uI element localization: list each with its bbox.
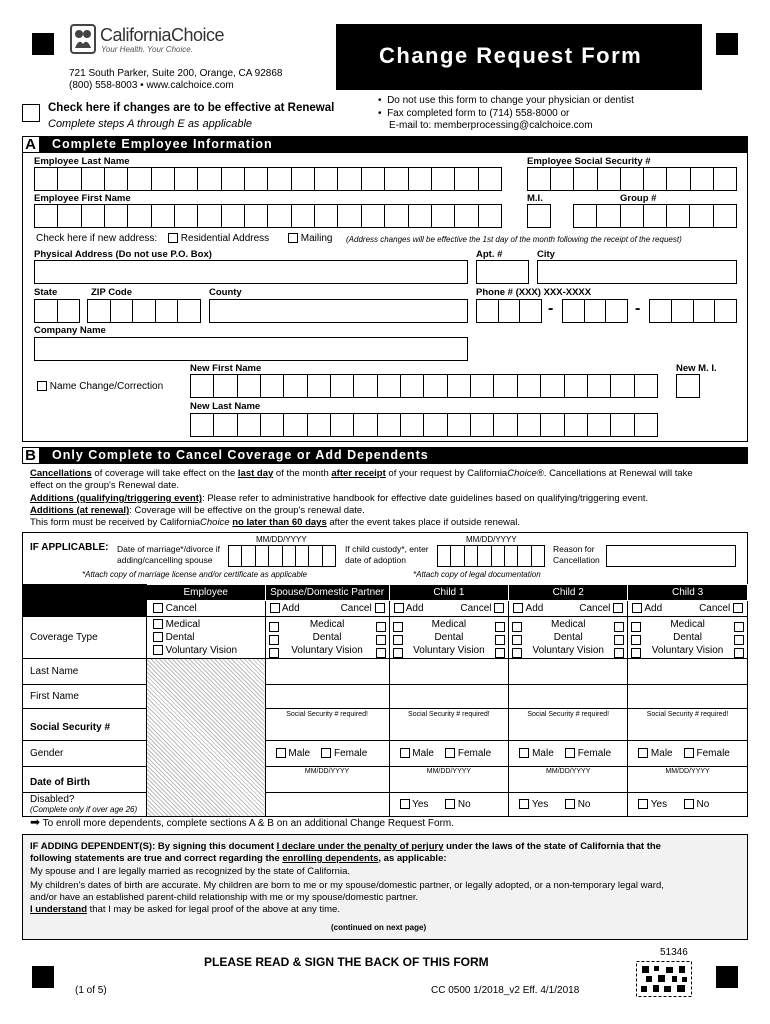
- employee-ssn-label: Employee Social Security #: [527, 156, 651, 167]
- continued-note: (continued on next page): [331, 923, 427, 932]
- new-last-name-boxes[interactable]: [190, 413, 658, 437]
- reason-field[interactable]: [606, 545, 736, 567]
- child3-first-name-cell[interactable]: [628, 685, 748, 709]
- name-change-checkbox[interactable]: [37, 381, 47, 391]
- page-number: (1 of 5): [75, 985, 107, 996]
- child3-coverage-cell[interactable]: Medical Dental Voluntary Vision: [628, 617, 748, 659]
- marriage-label-2: adding/cancelling spouse: [117, 555, 213, 565]
- form-code: 51346: [660, 947, 688, 958]
- child2-cancel-checkbox[interactable]: [613, 603, 623, 613]
- employee-vision-checkbox[interactable]: [153, 645, 163, 655]
- gender-label: Gender: [23, 741, 147, 767]
- child2-coverage-cell[interactable]: Medical Dental Voluntary Vision: [509, 617, 628, 659]
- name-change-option[interactable]: Name Change/Correction: [37, 381, 163, 392]
- adoption-date-boxes[interactable]: [437, 545, 545, 567]
- phone-dash-2: -: [635, 300, 641, 317]
- phone-line-boxes[interactable]: [649, 299, 737, 323]
- declaration-line-3: My spouse and I are legally married as recognized by the state of California.: [30, 866, 350, 877]
- header-child-3: Child 3: [628, 585, 748, 601]
- child2-ssn-cell[interactable]: Social Security # required!: [509, 709, 628, 741]
- company-name-field[interactable]: [34, 337, 468, 361]
- header-employee: Employee: [146, 585, 265, 601]
- note-3: E-mail to: memberprocessing@calchoice.com: [389, 120, 593, 131]
- custody-label-2: date of adoption: [345, 555, 406, 565]
- new-mi-box[interactable]: [676, 374, 700, 398]
- logo: [70, 24, 270, 58]
- last-name-label: Last Name: [23, 659, 147, 685]
- additions-qualifying: Additions (qualifying/triggering event): Please refer to administrative handbook for effective date guidelines based on qualifying/triggering event.: [30, 493, 649, 504]
- spouse-ssn-cell[interactable]: Social Security # required!: [265, 709, 389, 741]
- employee-dental-checkbox[interactable]: [153, 632, 163, 642]
- form-title: Change Request Form: [379, 43, 643, 68]
- note-1: • Do not use this form to change your physician or dentist: [378, 95, 634, 106]
- section-a-letter: A: [22, 136, 40, 153]
- state-label: State: [34, 287, 58, 298]
- renewal-sub: Complete steps A through E as applicable: [48, 118, 253, 130]
- city-field[interactable]: [537, 260, 737, 284]
- brand-name: CaliforniaChoice: [100, 25, 225, 45]
- employee-medical-checkbox[interactable]: [153, 619, 163, 629]
- enroll-more-note: ➡ To enroll more dependents, complete sections A & B on an additional Change Request Form.: [30, 815, 455, 829]
- spouse-last-name-cell[interactable]: [265, 659, 389, 685]
- child3-add-cancel-cell[interactable]: Add Cancel: [628, 601, 748, 617]
- address-note: (Address changes will be effective the 1st day of the month following the receipt of the request): [346, 235, 682, 244]
- county-field[interactable]: [209, 299, 468, 323]
- spouse-gender-cell[interactable]: Male Female: [265, 741, 389, 767]
- spouse-dob-cell[interactable]: MM/DD/YYYY: [265, 767, 389, 793]
- employee-ssn-boxes[interactable]: [527, 167, 737, 191]
- child2-add-checkbox[interactable]: [513, 603, 523, 613]
- spouse-disabled-cell: [265, 793, 389, 817]
- section-a-title: Complete Employee Information: [52, 137, 273, 151]
- header-child-1: Child 1: [389, 585, 509, 601]
- marriage-label-1: Date of marriage*/divorce if: [117, 544, 220, 554]
- mailing-address-option[interactable]: Mailing: [288, 233, 332, 244]
- child1-last-name-cell[interactable]: [389, 659, 509, 685]
- phone-label: Phone # (XXX) XXX-XXXX: [476, 287, 592, 298]
- child1-gender-cell[interactable]: Male Female: [389, 741, 509, 767]
- child2-last-name-cell[interactable]: [509, 659, 628, 685]
- phone-area-boxes[interactable]: [476, 299, 542, 323]
- spouse-first-name-cell[interactable]: [265, 685, 389, 709]
- group-label: Group #: [620, 193, 657, 204]
- declaration-line-1: IF ADDING DEPENDENT(S): By signing this document I declare under the penalty of perjury under the laws of the state of California that the: [30, 841, 661, 852]
- child2-dob-cell[interactable]: MM/DD/YYYY: [509, 767, 628, 793]
- child3-cancel-checkbox[interactable]: [733, 603, 743, 613]
- child3-disabled-cell[interactable]: Yes No: [628, 793, 748, 817]
- coverage-table: [22, 584, 748, 817]
- cancellation-paragraph: Cancellations of coverage will take effect on the last day of the month after receipt of your request by CaliforniaChoice®. Cancellations at Renewal will take: [30, 468, 693, 479]
- employee-last-name-boxes[interactable]: [34, 167, 502, 191]
- phone-prefix-boxes[interactable]: [562, 299, 628, 323]
- new-first-name-label: New First Name: [190, 363, 262, 374]
- employee-cancel-cell[interactable]: Cancel: [146, 601, 265, 617]
- registration-mark-top-right: [716, 33, 738, 55]
- section-a-header: [22, 136, 748, 153]
- registration-mark-top-left: [32, 33, 54, 55]
- sixty-days-notice: This form must be received by CaliforniaChoice no later than 60 days after the event takes place if outside renewal.: [30, 517, 521, 528]
- zip-boxes[interactable]: [87, 299, 201, 323]
- address-line-1: 721 South Parker, Suite 200, Orange, CA 92868: [69, 68, 283, 79]
- state-boxes[interactable]: [34, 299, 80, 323]
- child3-dob-cell[interactable]: MM/DD/YYYY: [628, 767, 748, 793]
- new-mi-label: New M. I.: [676, 363, 717, 374]
- marriage-date-boxes[interactable]: [228, 545, 336, 567]
- child2-disabled-cell[interactable]: Yes No: [509, 793, 628, 817]
- spouse-cancel-checkbox[interactable]: [375, 603, 385, 613]
- coverage-type-label: Coverage Type: [23, 617, 147, 659]
- dob-label: Date of Birth: [23, 767, 147, 793]
- reason-label-2: Cancellation: [553, 555, 600, 565]
- arrow-right-icon: ➡: [30, 815, 41, 829]
- declaration-line-5: and/or have an established parent-child relationship with me or my spouse/domestic partner.: [30, 892, 419, 903]
- employee-hatched-area: [146, 659, 265, 817]
- renewal-label: Check here if changes are to be effective at Renewal: [48, 102, 335, 114]
- header-child-2: Child 2: [509, 585, 628, 601]
- section-b-header: [22, 447, 748, 464]
- child1-first-name-cell[interactable]: [389, 685, 509, 709]
- spouse-add-cancel-cell[interactable]: Add Cancel: [265, 601, 389, 617]
- form-number: CC 0500 1/2018_v2 Eff. 4/1/2018: [431, 985, 580, 996]
- mi-box[interactable]: [527, 204, 551, 228]
- logo-icon: [70, 24, 96, 54]
- reason-label-1: Reason for: [553, 544, 595, 554]
- header-spouse: Spouse/Domestic Partner: [265, 585, 389, 601]
- child1-cancel-checkbox[interactable]: [494, 603, 504, 613]
- registration-mark-bottom-right: [716, 966, 738, 988]
- child1-dob-cell[interactable]: MM/DD/YYYY: [389, 767, 509, 793]
- disabled-label: Disabled? (Complete only if over age 26): [23, 793, 147, 817]
- employee-first-name-label: Employee First Name: [34, 193, 131, 204]
- mi-label: M.I.: [527, 193, 543, 204]
- note-2: • Fax completed form to (714) 558-8000 or: [378, 108, 570, 119]
- read-sign-notice: PLEASE READ & SIGN THE BACK OF THIS FORM: [204, 955, 489, 969]
- employee-last-name-label: Employee Last Name: [34, 156, 130, 167]
- new-first-name-boxes[interactable]: [190, 374, 658, 398]
- child3-last-name-cell[interactable]: [628, 659, 748, 685]
- physical-address-field[interactable]: [34, 260, 468, 284]
- mailing-checkbox[interactable]: [288, 233, 298, 243]
- section-b-letter: B: [22, 447, 40, 464]
- cancellation-paragraph-2: effect on the group's Renewal date.: [30, 480, 179, 491]
- residential-address-option[interactable]: Residential Address: [168, 233, 269, 244]
- new-last-name-label: New Last Name: [190, 401, 261, 412]
- city-label: City: [537, 249, 555, 260]
- apt-field[interactable]: [476, 260, 529, 284]
- custody-label-1: If child custody*, enter: [345, 544, 429, 554]
- child1-add-checkbox[interactable]: [394, 603, 404, 613]
- child3-gender-cell[interactable]: Male Female: [628, 741, 748, 767]
- phone-dash-1: -: [548, 300, 554, 317]
- barcode-icon: [636, 961, 692, 997]
- registration-mark-bottom-left: [32, 966, 54, 988]
- group-boxes[interactable]: [573, 204, 737, 228]
- company-name-label: Company Name: [34, 325, 106, 336]
- spouse-coverage-cell[interactable]: Medical Dental Voluntary Vision: [265, 617, 389, 659]
- physical-address-label: Physical Address (Do not use P.O. Box): [34, 249, 212, 260]
- county-label: County: [209, 287, 242, 298]
- child2-gender-cell[interactable]: Male Female: [509, 741, 628, 767]
- child1-coverage-cell[interactable]: Medical Dental Voluntary Vision: [389, 617, 509, 659]
- section-b-title: Only Complete to Cancel Coverage or Add Dependents: [52, 448, 429, 462]
- child2-add-cancel-cell[interactable]: Add Cancel: [509, 601, 628, 617]
- child3-ssn-cell[interactable]: Social Security # required!: [628, 709, 748, 741]
- spouse-add-checkbox[interactable]: [270, 603, 280, 613]
- zip-label: ZIP Code: [91, 287, 132, 298]
- employee-first-name-boxes[interactable]: [34, 204, 502, 228]
- apt-label: Apt. #: [476, 249, 503, 260]
- if-applicable-label: IF APPLICABLE:: [30, 542, 109, 553]
- attach-note-2: *Attach copy of legal documentation: [413, 570, 541, 579]
- child1-disabled-cell[interactable]: Yes No: [389, 793, 509, 817]
- adoption-date-format: MM/DD/YYYY: [466, 535, 517, 544]
- ssn-row-label: Social Security #: [23, 709, 147, 741]
- brand-tagline: Your Health. Your Choice.: [101, 45, 193, 54]
- employee-cancel-checkbox[interactable]: [153, 603, 163, 613]
- attach-note-1: *Attach copy of marriage license and/or certificate as applicable: [82, 570, 308, 579]
- additions-renewal: Additions (at renewal): Coverage will be effective on the group's renewal date.: [30, 505, 365, 516]
- declaration-line-6: I understand that I may be asked for legal proof of the above at any time.: [30, 904, 340, 915]
- first-name-label: First Name: [23, 685, 147, 709]
- address-line-2: (800) 558-8003 • www.calchoice.com: [69, 80, 234, 91]
- child1-ssn-cell[interactable]: Social Security # required!: [389, 709, 509, 741]
- declaration-line-4: My children's dates of birth are accurate. My children are born to me or my spouse/domestic partner, or legally adopted, or a non-temporary legal ward,: [30, 880, 664, 891]
- child2-first-name-cell[interactable]: [509, 685, 628, 709]
- renewal-checkbox[interactable]: [22, 104, 40, 122]
- child3-add-checkbox[interactable]: [632, 603, 642, 613]
- employee-coverage-cell[interactable]: Medical Dental Voluntary Vision: [146, 617, 265, 659]
- child1-add-cancel-cell[interactable]: Add Cancel: [389, 601, 509, 617]
- new-address-label: Check here if new address:: [36, 233, 158, 244]
- marriage-date-format: MM/DD/YYYY: [256, 535, 307, 544]
- residential-checkbox[interactable]: [168, 233, 178, 243]
- declaration-line-2: following statements are true and correct regarding the enrolling dependents, as applicable:: [30, 853, 447, 864]
- form-title-box: [336, 24, 702, 90]
